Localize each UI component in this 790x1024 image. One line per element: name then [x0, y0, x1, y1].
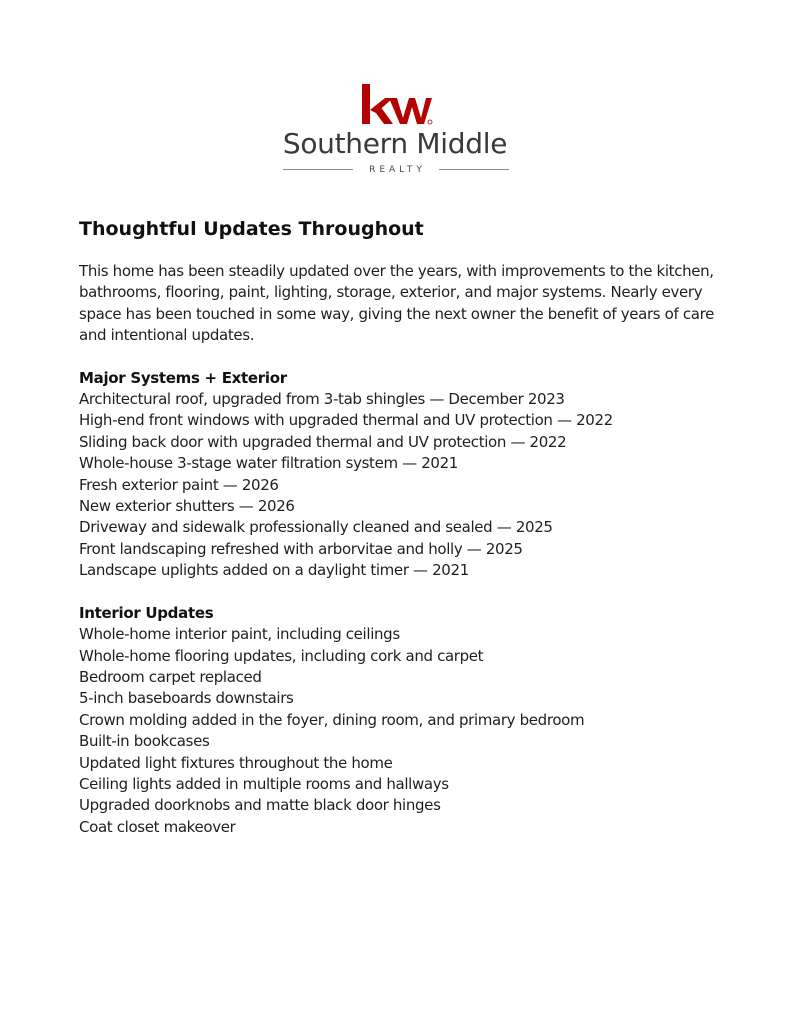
list-item: Fresh exterior paint — 2026	[79, 475, 279, 494]
brand-rule-right	[439, 169, 509, 170]
major-systems-list	[79, 389, 739, 582]
list-item: 5-inch baseboards downstairs	[79, 689, 294, 708]
interior-updates-list	[79, 624, 739, 838]
list-item: Crown molding added in the foyer, dining room, and primary bedroom	[79, 710, 585, 729]
section-title: Interior Updates	[79, 603, 214, 622]
list-item: Front landscaping refreshed with arborvitae and holly — 2025	[79, 539, 523, 558]
list-item: Upgraded doorknobs and matte black door hinges	[79, 796, 441, 815]
list-item: Whole-home flooring updates, including cork and carpet	[79, 646, 484, 665]
document-body	[79, 214, 739, 838]
kw-logo-mark	[359, 82, 433, 128]
list-item: Updated light fixtures throughout the home	[79, 753, 393, 772]
page-title: Thoughtful Updates Throughout	[79, 218, 424, 240]
brand-subtitle-row	[283, 163, 509, 177]
section-title: Major Systems + Exterior	[79, 368, 287, 387]
list-item: Driveway and sidewalk professionally cleaned and sealed — 2025	[79, 518, 553, 537]
list-item: Whole-home interior paint, including ceilings	[79, 625, 400, 644]
brand-rule-left	[283, 169, 353, 170]
list-item: Landscape uplights added on a daylight timer — 2021	[79, 561, 469, 580]
list-item: Bedroom carpet replaced	[79, 667, 262, 686]
list-item: Ceiling lights added in multiple rooms and hallways	[79, 774, 449, 793]
list-item: Architectural roof, upgraded from 3-tab shingles — December 2023	[79, 390, 565, 409]
list-item: Sliding back door with upgraded thermal and UV protection — 2022	[79, 432, 567, 451]
brand-subtitle: REALTY	[369, 165, 426, 175]
brand-name: Southern Middle	[282, 127, 508, 160]
section-major-systems	[79, 368, 739, 582]
list-item: Built-in bookcases	[79, 732, 210, 751]
list-item: New exterior shutters — 2026	[79, 497, 295, 516]
intro-paragraph: This home has been steadily updated over the years, with improvements to the kitchen, bathrooms, flooring, paint, lighting, storage, exterior, and major systems. Nearly every space has been touched in some way, giving the next owner the benefit of years of care and intentional updates.	[79, 262, 714, 345]
brand-logo	[0, 80, 790, 180]
list-item: Whole-house 3-stage water filtration system — 2021	[79, 454, 458, 473]
list-item: Coat closet makeover	[79, 817, 236, 836]
section-interior-updates	[79, 603, 739, 838]
list-item: High-end front windows with upgraded thermal and UV protection — 2022	[79, 411, 613, 430]
